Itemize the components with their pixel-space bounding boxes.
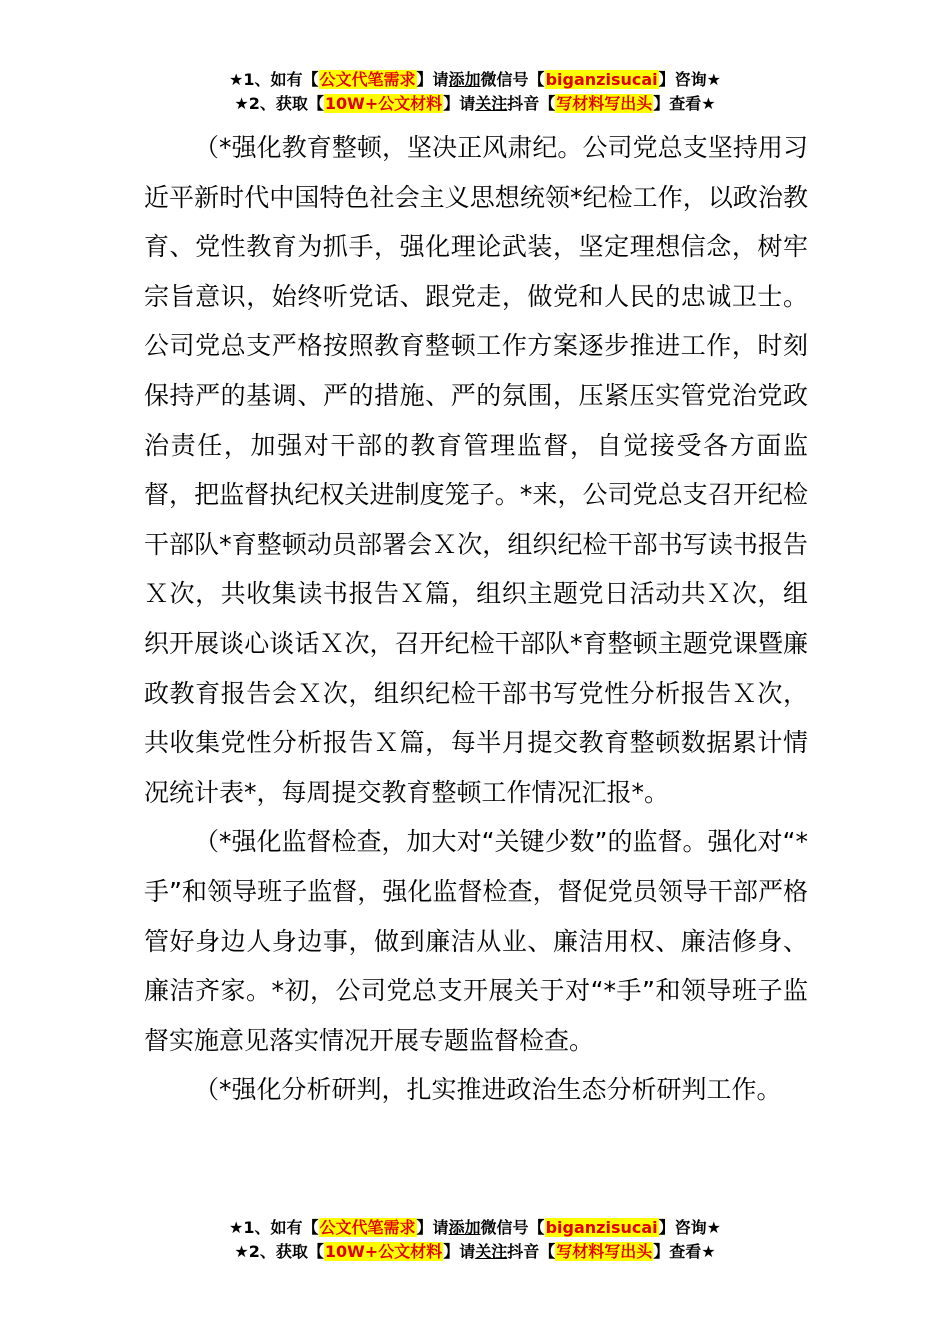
- banner-text: ★1、如有【: [229, 1218, 319, 1237]
- banner-text: ★2、获取【: [234, 94, 324, 113]
- paragraph-education-rectification: （*强化教育整顿，坚决正风肃纪。公司党总支坚持用习近平新时代中国特色社会主义思想统领*纪检工作，以政治教育、党性教育为抓手，强化理论武装，坚定理想信念，树牢宗旨意识，始终听党话、跟党走，做党和人民的忠诚卫士。公司党总支严格按照教育整顿工作方案逐步推进工作，时刻保持严的基调、严的措施、严的氛围，压紧压实管党治党政治责任，加强对干部的教育管理监督，自觉接受各方面监督，把监督执纪权关进制度笼子。*来，公司党总支召开纪检干部队*育整顿动员部署会Ｘ次，组织纪检干部书写读书报告Ｘ次，共收集读书报告Ｘ篇，组织主题党日活动共Ｘ次，组织开展谈心谈话Ｘ次，召开纪检干部队*育整顿主题党课暨廉政教育报告会Ｘ次，组织纪检干部书写党性分析报告Ｘ次，共收集党性分析报告Ｘ篇，每半月提交教育整顿数据累计情况统计表*，每周提交教育整顿工作情况汇报*。: [144, 133, 808, 807]
- header-banner: [0, 68, 950, 116]
- banner-line-2: [0, 92, 950, 116]
- banner-text: 抖音【: [507, 1242, 556, 1261]
- highlight-service: 公文代笔需求: [319, 1218, 416, 1237]
- footer-banner: [0, 1216, 950, 1264]
- banner-text: 抖音【: [507, 94, 556, 113]
- banner-text: 】请: [443, 94, 476, 113]
- underlined-text: 添加: [448, 1218, 481, 1237]
- paragraph-analysis-judgment: （*强化分析研判，扎实推进政治生态分析研判工作。: [194, 1075, 782, 1105]
- banner-text: 】查看★: [653, 94, 716, 113]
- underlined-text: 关注: [475, 1242, 508, 1261]
- banner-line-2: [0, 1240, 950, 1264]
- banner-text: 】咨询★: [658, 70, 721, 89]
- banner-text: 】请: [416, 70, 449, 89]
- banner-line-1: [0, 68, 950, 92]
- highlight-materials: 10W+公文材料: [324, 94, 443, 113]
- banner-text: 】请: [416, 1218, 449, 1237]
- banner-line-1: [0, 1216, 950, 1240]
- document-body: [144, 123, 808, 1115]
- underlined-text: 关注: [475, 94, 508, 113]
- highlight-service: 公文代笔需求: [319, 70, 416, 89]
- highlight-douyin: 写材料写出头: [556, 94, 653, 113]
- banner-text: 微信号【: [480, 1218, 545, 1237]
- underlined-text: 添加: [448, 70, 481, 89]
- paragraph-supervision-inspection: （*强化监督检查，加大对“关键少数”的监督。强化对“*手”和领导班子监督，强化监督检查，督促党员领导干部严格管好身边人身边事，做到廉洁从业、廉洁用权、廉洁修身、廉洁齐家。*初，公司党总支开展关于对“*手”和领导班子监督实施意见落实情况开展专题监督检查。: [144, 827, 808, 1055]
- banner-text: 】查看★: [653, 1242, 716, 1261]
- banner-text: 微信号【: [480, 70, 545, 89]
- highlight-douyin: 写材料写出头: [556, 1242, 653, 1261]
- highlight-wechat-id: biganzisucai: [545, 1218, 658, 1237]
- banner-text: ★2、获取【: [234, 1242, 324, 1261]
- banner-text: 】请: [443, 1242, 476, 1261]
- banner-text: 】咨询★: [658, 1218, 721, 1237]
- highlight-materials: 10W+公文材料: [324, 1242, 443, 1261]
- banner-text: ★1、如有【: [229, 70, 319, 89]
- highlight-wechat-id: biganzisucai: [545, 70, 658, 89]
